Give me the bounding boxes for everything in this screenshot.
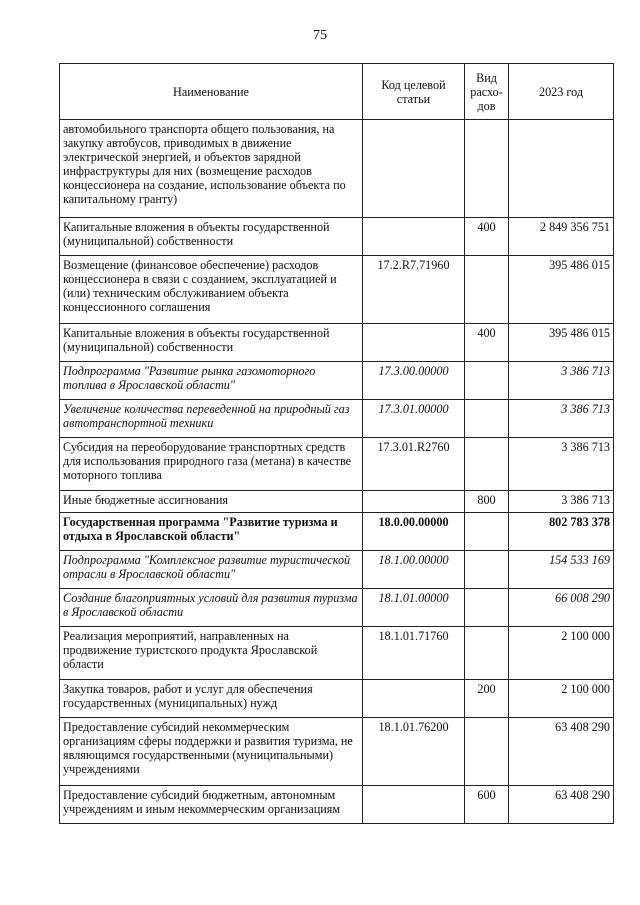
table-row — [60, 680, 614, 718]
page-number: 75 — [313, 28, 327, 43]
header-amount: 2023 год — [509, 64, 614, 120]
table-row — [60, 551, 614, 589]
cell-name: Закупка товаров, работ и услуг для обеспечения государственных (муниципальных) нужд — [60, 680, 363, 718]
cell-type — [465, 438, 509, 491]
cell-type: 400 — [465, 218, 509, 256]
table-row — [60, 218, 614, 256]
cell-name: Реализация мероприятий, направленных на продвижение туристского продукта Ярославской области — [60, 627, 363, 680]
cell-amount: 3 386 713 — [509, 491, 614, 513]
table-row — [60, 627, 614, 680]
cell-amount: 2 849 356 751 — [509, 218, 614, 256]
table-row — [60, 786, 614, 824]
cell-code: 17.3.00.00000 — [363, 362, 465, 400]
table-row — [60, 120, 614, 218]
cell-type — [465, 627, 509, 680]
cell-name: Подпрограмма "Комплексное развитие туристической отрасли в Ярославской области" — [60, 551, 363, 589]
cell-code: 18.1.01.00000 — [363, 589, 465, 627]
cell-amount: 3 386 713 — [509, 400, 614, 438]
cell-name: Капитальные вложения в объекты государственной (муниципальной) собственности — [60, 218, 363, 256]
table-header-row — [60, 64, 614, 120]
cell-code: 18.1.01.71760 — [363, 627, 465, 680]
table-row — [60, 718, 614, 786]
cell-name: автомобильного транспорта общего пользования, на закупку автобусов, приводимых в движение электрической энергией, и объектов зарядной инфраструктуры для них (возмещение расходов концессионера на создание, использование объекта по капитальному гранту) — [60, 120, 363, 218]
table-body — [60, 120, 614, 824]
table-row — [60, 438, 614, 491]
cell-code: 17.3.01.00000 — [363, 400, 465, 438]
cell-code: 17.3.01.R2760 — [363, 438, 465, 491]
cell-code — [363, 324, 465, 362]
cell-amount: 802 783 378 — [509, 513, 614, 551]
cell-code: 18.1.01.76200 — [363, 718, 465, 786]
cell-code — [363, 680, 465, 718]
table-row — [60, 491, 614, 513]
table-row — [60, 362, 614, 400]
cell-name: Предоставление субсидий некоммерческим организациям сферы поддержки и развития туризма, не являющимся государственными (муниципальными) учреждениями — [60, 718, 363, 786]
cell-name: Капитальные вложения в объекты государственной (муниципальной) собственности — [60, 324, 363, 362]
cell-type — [465, 400, 509, 438]
cell-amount: 395 486 015 — [509, 256, 614, 324]
cell-code: 17.2.R7.71960 — [363, 256, 465, 324]
cell-amount: 2 100 000 — [509, 627, 614, 680]
cell-type — [465, 362, 509, 400]
header-name: Наименование — [60, 64, 363, 120]
table-row — [60, 400, 614, 438]
cell-type — [465, 256, 509, 324]
cell-type: 400 — [465, 324, 509, 362]
cell-amount: 63 408 290 — [509, 718, 614, 786]
cell-name: Создание благоприятных условий для развития туризма в Ярославской области — [60, 589, 363, 627]
cell-name: Иные бюджетные ассигнования — [60, 491, 363, 513]
table-row — [60, 513, 614, 551]
cell-code — [363, 786, 465, 824]
cell-code — [363, 491, 465, 513]
cell-type — [465, 513, 509, 551]
cell-code: 18.1.00.00000 — [363, 551, 465, 589]
cell-code: 18.0.00.00000 — [363, 513, 465, 551]
cell-name: Предоставление субсидий бюджетным, автономным учреждениям и иным некоммерческим организациям — [60, 786, 363, 824]
cell-type — [465, 589, 509, 627]
cell-amount — [509, 120, 614, 218]
cell-amount: 2 100 000 — [509, 680, 614, 718]
cell-type: 200 — [465, 680, 509, 718]
cell-name: Увеличение количества переведенной на природный газ автотранспортной техники — [60, 400, 363, 438]
cell-name: Подпрограмма "Развитие рынка газомоторного топлива в Ярославской области" — [60, 362, 363, 400]
table-row — [60, 589, 614, 627]
cell-amount: 3 386 713 — [509, 438, 614, 491]
cell-type: 800 — [465, 491, 509, 513]
cell-type — [465, 120, 509, 218]
budget-table — [59, 63, 614, 824]
cell-amount: 395 486 015 — [509, 324, 614, 362]
cell-amount: 66 008 290 — [509, 589, 614, 627]
cell-code — [363, 218, 465, 256]
cell-type: 600 — [465, 786, 509, 824]
cell-amount: 3 386 713 — [509, 362, 614, 400]
header-code: Код целевой статьи — [363, 64, 465, 120]
cell-name: Субсидия на переоборудование транспортных средств для использования природного газа (метана) в качестве моторного топлива — [60, 438, 363, 491]
cell-name: Возмещение (финансовое обеспечение) расходов концессионера в связи с созданием, эксплуатацией и (или) техническим обслуживанием объекта концессионного соглашения — [60, 256, 363, 324]
header-type: Вид расхо-дов — [465, 64, 509, 120]
cell-amount: 154 533 169 — [509, 551, 614, 589]
table-row — [60, 256, 614, 324]
cell-type — [465, 551, 509, 589]
cell-amount: 63 408 290 — [509, 786, 614, 824]
table-row — [60, 324, 614, 362]
cell-type — [465, 718, 509, 786]
cell-code — [363, 120, 465, 218]
cell-name: Государственная программа "Развитие туризма и отдыха в Ярославской области" — [60, 513, 363, 551]
